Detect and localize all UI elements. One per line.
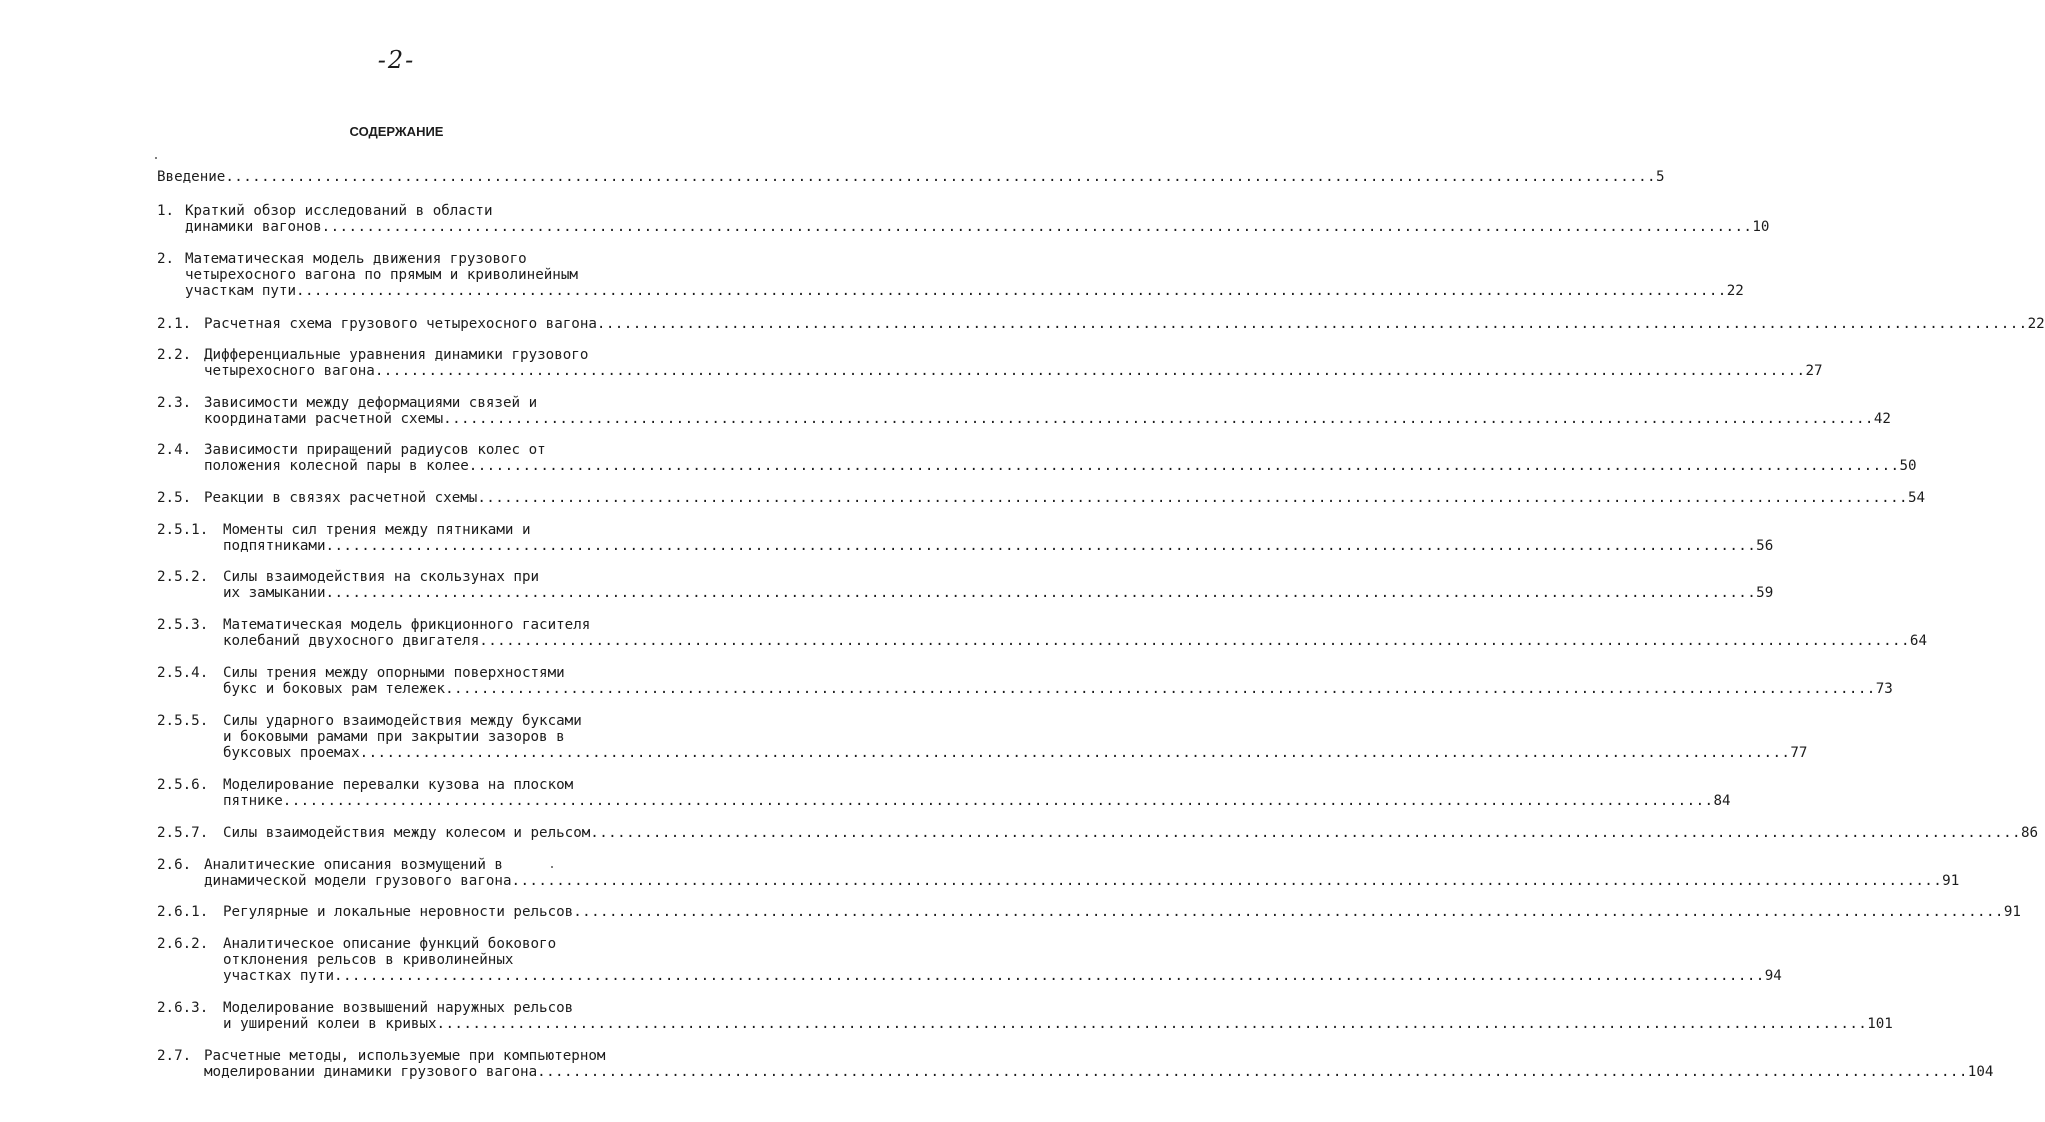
toc-entry-text: участкам пути <box>185 282 297 299</box>
leader-dots: ................................................................................................................................................................ <box>511 872 1943 889</box>
toc-entry-text: Моделирование возвышений наружных рельсов <box>223 1000 574 1016</box>
toc-entry <box>157 665 1893 698</box>
toc-entry-text: участках пути <box>223 967 335 984</box>
toc-entry-text: колебаний двухосного двигателя <box>223 632 480 649</box>
leader-dots: ................................................................................................................................................................ <box>596 316 2028 332</box>
leader-dots: ................................................................................................................................................................ <box>359 744 1791 761</box>
toc-entry-text: Зависимости приращений радиусов колес от <box>204 442 546 458</box>
toc-entry <box>157 825 2039 842</box>
toc-entry <box>157 169 1665 186</box>
toc-entry <box>157 490 1926 507</box>
toc-entry <box>157 395 1891 428</box>
leader-dots: ................................................................................................................................................................ <box>590 825 2021 841</box>
leader-dots: ................................................................................................................................................................ <box>325 537 1757 554</box>
toc-page-number: 22 <box>1726 282 1744 299</box>
leader-dots: ................................................................................................................................................................ <box>334 967 1765 984</box>
toc-entry <box>157 936 1782 984</box>
toc-entry-text: Аналитическое описание функций бокового <box>223 936 557 952</box>
toc-entry <box>157 713 1808 761</box>
leader-dots: ................................................................................................................................................................ <box>321 218 1753 235</box>
toc-entry-text: Силы трения между опорными поверхностями <box>223 665 565 681</box>
toc-entry <box>157 617 1927 650</box>
toc-entry-text: моделировании динамики грузового вагона <box>204 1063 538 1080</box>
toc-entry-number: 2.5.7. <box>157 825 209 841</box>
leader-dots: ................................................................................................................................................................ <box>479 632 1910 649</box>
toc-page-number: 94 <box>1764 967 1782 984</box>
leader-dots: ................................................................................................................................................................ <box>537 1063 1968 1080</box>
toc-entry <box>157 1000 1893 1033</box>
toc-entry <box>157 569 1774 602</box>
toc-entry-text: Математическая модель движения грузового <box>185 251 527 267</box>
toc-entry-text: четырехосного вагона <box>204 362 375 379</box>
toc-entry-number: 2.6.1. <box>157 904 209 920</box>
toc-entry-text: и боковыми рамами при закрытии зазоров в <box>223 728 565 745</box>
leader-dots: ................................................................................................................................................................ <box>225 169 1656 185</box>
toc-page-number: 91 <box>2003 904 2021 920</box>
leader-dots: ................................................................................................................................................................ <box>445 680 1876 697</box>
toc-entry-text: буксовых проемах <box>223 744 360 761</box>
toc-entry-text: Расчетные методы, используемые при компьютерном <box>204 1048 606 1064</box>
toc-entry-text: Силы взаимодействия на скользунах при <box>223 569 540 585</box>
toc-page-number: 64 <box>1909 632 1927 649</box>
toc-entry-text: и уширений колеи в кривых <box>223 1015 437 1032</box>
scan-speck <box>551 866 553 868</box>
toc-page-number: 77 <box>1790 744 1808 761</box>
toc-entry-number: 2.2. <box>157 347 192 363</box>
toc-entry-number: 2.5. <box>157 490 192 506</box>
toc-entry-text: Математическая модель фрикционного гасителя <box>223 617 591 633</box>
toc-entry-number: 2.1. <box>157 316 192 332</box>
toc-entry-text: Силы ударного взаимодействия между буксами <box>223 713 582 729</box>
toc-entry-number: 1. <box>157 203 175 219</box>
toc-entry-number: 2.5.2. <box>157 569 209 585</box>
toc-entry <box>157 1048 1994 1081</box>
toc-entry-text: их замыкании <box>223 584 326 601</box>
toc-entry-text: четырехосного вагона по прямым и криволинейным <box>185 266 578 283</box>
leader-dots: ................................................................................................................................................................ <box>282 792 1714 809</box>
leader-dots: ................................................................................................................................................................ <box>436 1015 1868 1032</box>
toc-page-number: 91 <box>1942 872 1960 889</box>
toc-entry-text: Дифференциальные уравнения динамики грузового <box>204 347 589 363</box>
toc-page-number: 56 <box>1756 537 1774 554</box>
leader-dots: ................................................................................................................................................................ <box>573 904 2004 920</box>
toc-entry-number: 2.6. <box>157 857 192 873</box>
toc-page-number: 5 <box>1656 169 1665 185</box>
toc-entry-text: Введение <box>157 169 226 185</box>
toc-entry-text: координатами расчетной схемы <box>204 410 444 427</box>
leader-dots: ................................................................................................................................................................ <box>374 362 1806 379</box>
toc-entry-number: 2.4. <box>157 442 192 458</box>
page-number: -2- <box>377 46 416 74</box>
toc-entry <box>157 522 1774 555</box>
toc-entry-number: 2.5.6. <box>157 777 209 793</box>
toc-entry <box>157 203 1770 236</box>
toc-entry <box>157 251 1744 299</box>
toc-entry-text: Реакции в связях расчетной схемы <box>204 490 478 506</box>
toc-entry-text: Силы взаимодействия между колесом и рельсом <box>223 825 591 841</box>
toc-entry <box>157 316 2045 333</box>
toc-page-number: 22 <box>2027 316 2045 332</box>
toc-entry-text: Моделирование перевалки кузова на плоском <box>223 777 574 793</box>
toc-entry-text: подпятниками <box>223 537 326 554</box>
toc-entry-text: отклонения рельсов в криволинейных <box>223 951 514 968</box>
toc-page-number: 50 <box>1899 457 1917 474</box>
toc-entry-text: динамики вагонов <box>185 218 322 235</box>
toc-page-number: 42 <box>1873 410 1891 427</box>
toc-entry-text: пятнике <box>223 792 283 809</box>
toc-page-number: 86 <box>2020 825 2039 841</box>
toc-entry <box>157 857 1960 890</box>
toc-page-number: 104 <box>1967 1063 1994 1080</box>
toc-entry <box>157 442 1917 475</box>
toc-entry-number: 2.5.5. <box>157 713 209 729</box>
toc-entry-text: Аналитические описания возмущений в <box>204 857 503 873</box>
toc-page-number: 101 <box>1867 1015 1893 1032</box>
toc-entry-text: Краткий обзор исследований в области <box>185 203 493 219</box>
leader-dots: ................................................................................................................................................................ <box>468 457 1900 474</box>
scan-speck <box>155 157 157 159</box>
toc-entry-number: 2.5.1. <box>157 522 209 538</box>
toc-entry-text: букс и боковых рам тележек <box>223 680 446 697</box>
toc-entry-text: положения колесной пары в колее <box>204 457 469 474</box>
toc-page-number: 54 <box>1908 490 1926 506</box>
toc-page-number: 59 <box>1756 584 1774 601</box>
toc-entry-text: Расчетная схема грузового четырехосного вагона <box>204 316 597 332</box>
toc-entry <box>157 777 1731 810</box>
toc-entry-text: Моменты сил трения между пятниками и <box>223 522 531 538</box>
toc-entry-number: 2.7. <box>157 1048 192 1064</box>
toc-entry-number: 2.6.3. <box>157 1000 209 1016</box>
toc-entry-number: 2.5.4. <box>157 665 209 681</box>
toc-page-number: 73 <box>1875 680 1893 697</box>
toc-entry <box>157 347 1823 380</box>
toc-entry-number: 2. <box>157 251 175 267</box>
toc-entry-text: динамической модели грузового вагона <box>204 872 512 889</box>
leader-dots: ................................................................................................................................................................ <box>296 282 1727 299</box>
toc-entry-number: 2.3. <box>157 395 192 411</box>
leader-dots: ................................................................................................................................................................ <box>477 490 1908 506</box>
toc-entry-number: 2.5.3. <box>157 617 209 633</box>
toc-page-number: 10 <box>1752 218 1770 235</box>
toc-entry-text: Зависимости между деформациями связей и <box>204 395 538 411</box>
toc-heading: СОДЕРЖАНИЕ <box>349 124 444 139</box>
toc-entry-number: 2.6.2. <box>157 936 209 952</box>
toc-page-number: 84 <box>1713 792 1731 809</box>
leader-dots: ................................................................................................................................................................ <box>325 584 1757 601</box>
toc-entry <box>157 904 2021 921</box>
leader-dots: ................................................................................................................................................................ <box>443 410 1874 427</box>
toc-entry-text: Регулярные и локальные неровности рельсов <box>223 904 574 920</box>
toc-page-number: 27 <box>1805 362 1823 379</box>
